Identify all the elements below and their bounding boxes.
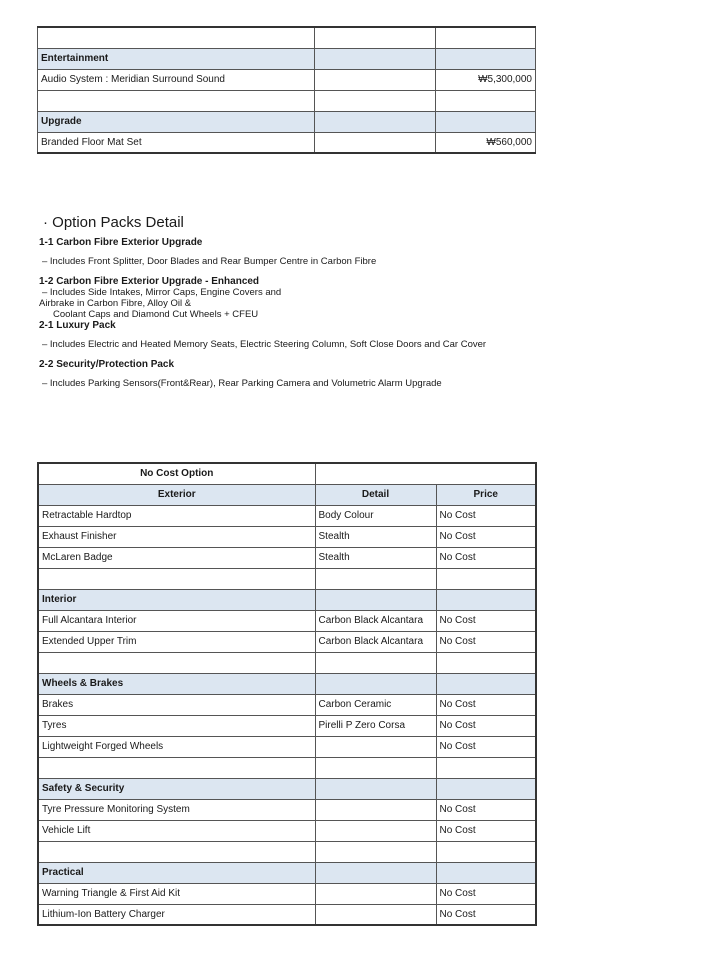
detail-cell (315, 69, 436, 90)
table-row (38, 631, 536, 652)
table-row (38, 547, 536, 568)
price-cell: No Cost (436, 610, 536, 631)
price-cell (436, 652, 536, 673)
table-row (38, 715, 536, 736)
price-cell (436, 90, 536, 111)
item-cell: Warning Triangle & First Aid Kit (38, 883, 315, 904)
section-row (38, 862, 536, 883)
section-row (38, 48, 536, 69)
pack-title: 2-1 Luxury Pack (39, 320, 116, 331)
price-cell (436, 673, 536, 694)
detail-cell (315, 90, 436, 111)
item-cell: Wheels & Brakes (38, 673, 315, 694)
table-title-row (38, 463, 536, 484)
pack-1-2 (37, 276, 657, 320)
detail-cell (315, 568, 436, 589)
table-row (38, 694, 536, 715)
item-cell: Full Alcantara Interior (38, 610, 315, 631)
price-cell: No Cost (436, 904, 536, 925)
column-header: Detail (315, 484, 436, 505)
blank-row (38, 841, 536, 862)
pack-description: – Includes Parking Sensors(Front&Rear), Rear Parking Camera and Volumetric Alarm Upgrade (42, 378, 442, 389)
option-packs-heading: · Option Packs Detail (43, 214, 184, 231)
item-cell (38, 568, 315, 589)
detail-cell: Stealth (315, 526, 436, 547)
detail-cell (315, 673, 436, 694)
paid-options-body (38, 27, 536, 153)
price-cell: No Cost (436, 799, 536, 820)
item-cell: Exhaust Finisher (38, 526, 315, 547)
price-cell: ₩5,300,000 (436, 69, 536, 90)
price-cell: No Cost (436, 505, 536, 526)
detail-cell (315, 589, 436, 610)
pack-title: 1-2 Carbon Fibre Exterior Upgrade - Enhanced (39, 276, 260, 287)
price-cell (436, 589, 536, 610)
price-cell: No Cost (436, 694, 536, 715)
price-cell (436, 27, 536, 48)
item-cell (38, 90, 315, 111)
table-row (38, 904, 536, 925)
price-cell: No Cost (436, 883, 536, 904)
pack-description: – Includes Side Intakes, Mirror Caps, Engine Covers and (42, 287, 282, 298)
section-row (38, 111, 536, 132)
section-row (38, 778, 536, 799)
blank-row (38, 568, 536, 589)
table-header-row (38, 484, 536, 505)
paid-options-table (37, 26, 536, 154)
detail-cell: Carbon Black Alcantara (315, 631, 436, 652)
item-cell: Entertainment (38, 48, 315, 69)
pack-description: Coolant Caps and Diamond Cut Wheels + CFEU (53, 309, 259, 320)
pack-1-1 (37, 237, 657, 267)
option-packs-section (37, 214, 657, 389)
price-cell (436, 111, 536, 132)
column-header: Exterior (38, 484, 315, 505)
price-cell: No Cost (436, 547, 536, 568)
section-row (38, 589, 536, 610)
price-cell (436, 568, 536, 589)
item-cell: Branded Floor Mat Set (38, 132, 315, 153)
pack-description: – Includes Front Splitter, Door Blades and Rear Bumper Centre in Carbon Fibre (42, 256, 377, 267)
detail-cell (315, 652, 436, 673)
pack-title: 1-1 Carbon Fibre Exterior Upgrade (39, 237, 203, 248)
detail-cell (315, 841, 436, 862)
section-row (38, 673, 536, 694)
item-cell: Vehicle Lift (38, 820, 315, 841)
pack-description: Airbrake in Carbon Fibre, Alloy Oil & (39, 298, 192, 309)
item-cell: Tyre Pressure Monitoring System (38, 799, 315, 820)
table-row (38, 132, 536, 153)
item-cell (38, 27, 315, 48)
table-row (38, 526, 536, 547)
detail-cell (315, 736, 436, 757)
item-cell (38, 652, 315, 673)
detail-cell (315, 48, 436, 69)
table-title: No Cost Option (38, 463, 315, 484)
item-cell (38, 841, 315, 862)
item-cell (38, 757, 315, 778)
detail-cell (315, 27, 436, 48)
pack-2-1 (37, 320, 657, 350)
blank-row (38, 652, 536, 673)
item-cell: Upgrade (38, 111, 315, 132)
item-cell: Lightweight Forged Wheels (38, 736, 315, 757)
blank-row (38, 90, 536, 111)
price-cell: No Cost (436, 736, 536, 757)
table-row (38, 610, 536, 631)
item-cell: McLaren Badge (38, 547, 315, 568)
price-cell (436, 778, 536, 799)
item-cell: Practical (38, 862, 315, 883)
blank-row (38, 757, 536, 778)
detail-cell: Stealth (315, 547, 436, 568)
table-row (38, 883, 536, 904)
price-cell (436, 757, 536, 778)
price-cell: No Cost (436, 820, 536, 841)
detail-cell: Carbon Ceramic (315, 694, 436, 715)
detail-cell (315, 904, 436, 925)
detail-cell: Body Colour (315, 505, 436, 526)
detail-cell (315, 111, 436, 132)
price-cell: No Cost (436, 526, 536, 547)
pack-title: 2-2 Security/Protection Pack (39, 359, 175, 370)
item-cell: Tyres (38, 715, 315, 736)
detail-cell (315, 778, 436, 799)
item-cell: Audio System : Meridian Surround Sound (38, 69, 315, 90)
table-row (38, 505, 536, 526)
no-cost-options-body (38, 505, 536, 925)
detail-cell (315, 883, 436, 904)
pack-2-2 (37, 359, 657, 389)
item-cell: Lithium-Ion Battery Charger (38, 904, 315, 925)
detail-cell (315, 132, 436, 153)
item-cell: Safety & Security (38, 778, 315, 799)
blank-row (38, 27, 536, 48)
price-cell (436, 862, 536, 883)
detail-cell: Pirelli P Zero Corsa (315, 715, 436, 736)
column-header: Price (436, 484, 536, 505)
pack-description: – Includes Electric and Heated Memory Seats, Electric Steering Column, Soft Close Doors and Car Cover (42, 339, 487, 350)
table-row (38, 799, 536, 820)
detail-cell (315, 820, 436, 841)
item-cell: Retractable Hardtop (38, 505, 315, 526)
detail-cell (315, 799, 436, 820)
price-cell (436, 48, 536, 69)
price-cell (436, 841, 536, 862)
table-row (38, 736, 536, 757)
price-cell: ₩560,000 (436, 132, 536, 153)
table-row (38, 69, 536, 90)
price-cell: No Cost (436, 715, 536, 736)
item-cell: Brakes (38, 694, 315, 715)
no-cost-options-table (37, 462, 537, 926)
detail-cell: Carbon Black Alcantara (315, 610, 436, 631)
price-cell: No Cost (436, 631, 536, 652)
detail-cell (315, 757, 436, 778)
item-cell: Extended Upper Trim (38, 631, 315, 652)
table-row (38, 820, 536, 841)
item-cell: Interior (38, 589, 315, 610)
detail-cell (315, 862, 436, 883)
